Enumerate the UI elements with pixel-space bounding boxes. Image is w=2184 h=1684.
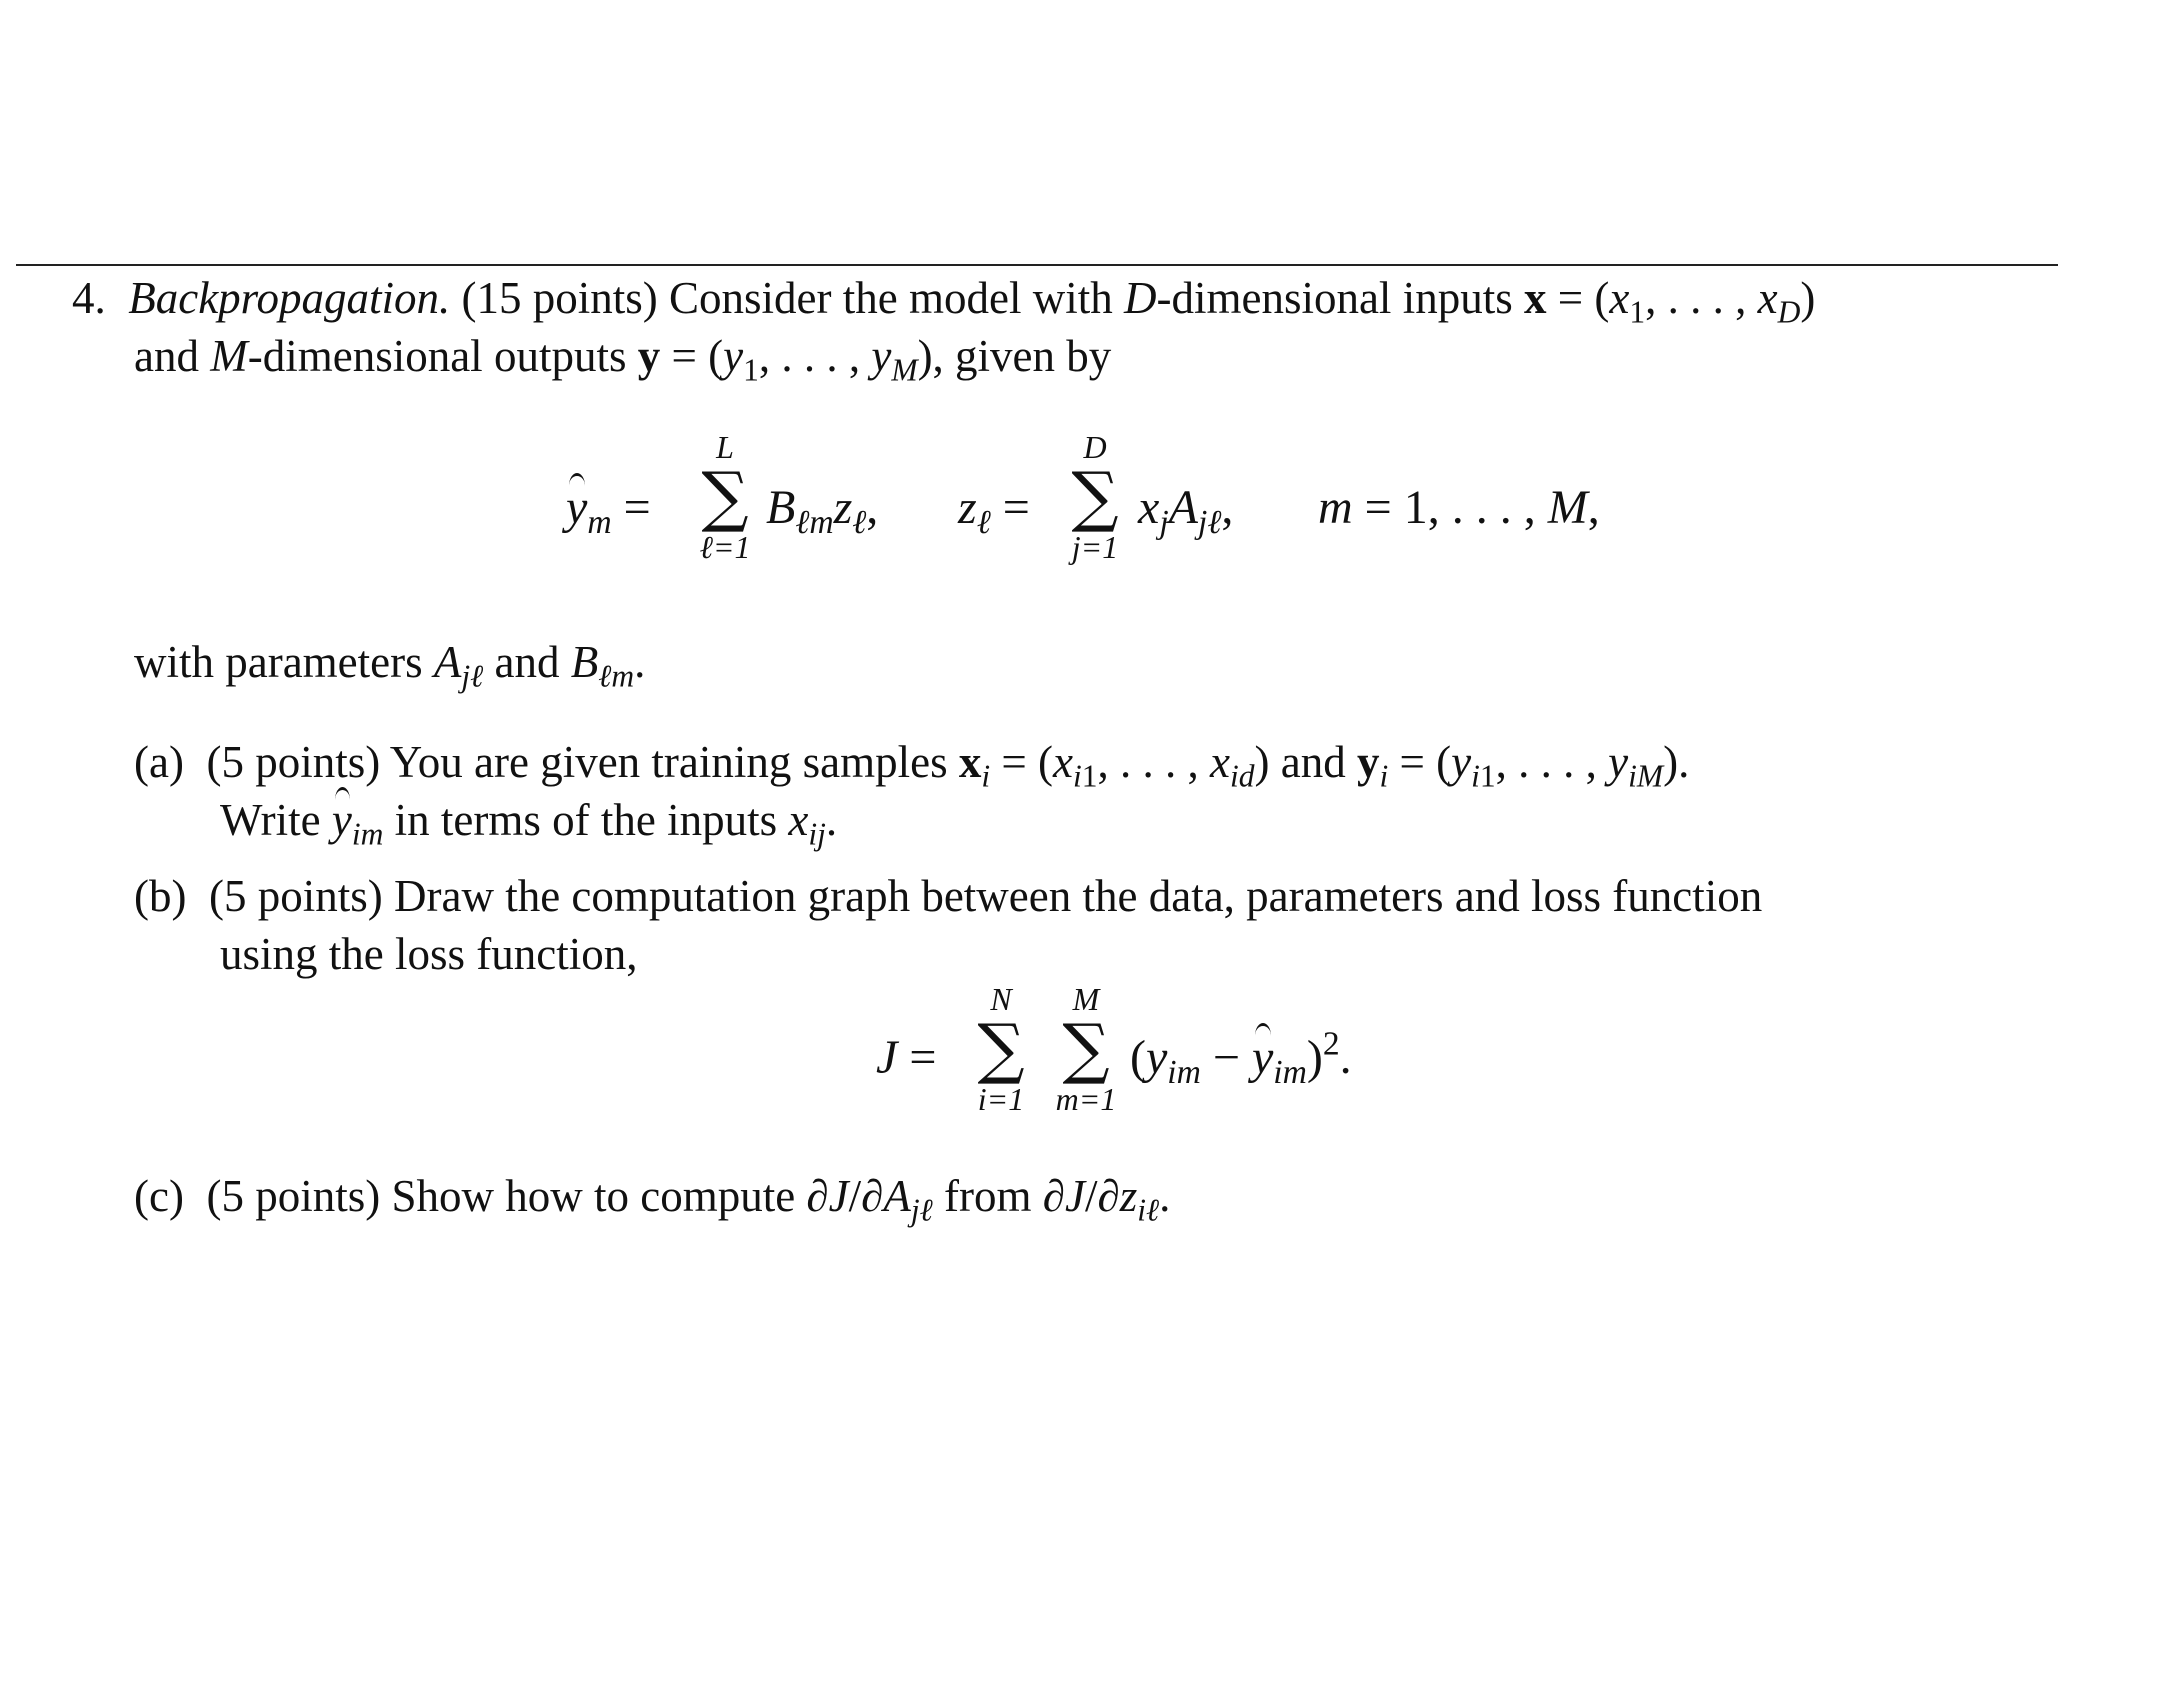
part-a-line-2: Write $y_{im}$ in terms of the inputs $x_{ij}$. <box>220 795 838 852</box>
index-range: m = 1, . . . , M, <box>1318 481 1600 534</box>
part-b-label: (b) <box>134 871 187 921</box>
params-line: with parameters $A_{j\ell}$ and $B_{\ell m}$. <box>134 637 646 694</box>
sum-upper-D: D <box>1083 429 1107 465</box>
yhat-m: $y_m$ = <box>566 481 651 542</box>
part-c-line-1: (c) (5 points) Show how to compute $\partial J/\partial A_{j\ell}$ from $\partial J/\partial z_{i\ell}$. <box>134 1171 1171 1228</box>
loss-equation <box>0 982 2184 1142</box>
problem-number: 4. <box>72 273 106 323</box>
squared-error-term: $(y_{im} - y_{im})^2$. <box>1130 1025 1352 1092</box>
sum-upper-M: M <box>1072 981 1100 1017</box>
problem-intro-line-1: 4. Backpropagation. (15 points) Consider the model with D-dimensional inputs $x = (x_1$, . . . , $x_D$) <box>72 273 1816 330</box>
problem-title: Backpropagation. <box>128 273 451 323</box>
part-c-label: (c) <box>134 1171 184 1221</box>
sigma-symbol: ∑ <box>1062 1010 1110 1087</box>
sum-over-m <box>1046 982 1126 1116</box>
sigma-symbol: ∑ <box>1071 458 1119 535</box>
sigma-symbol: ∑ <box>977 1010 1025 1087</box>
sum-lower-m1: m=1 <box>1055 1081 1117 1117</box>
part-b-line-1 <box>134 870 1762 922</box>
problem-intro-line-2: and M-dimensional outputs $y = (y_1$, . . . , $y_M$), given by <box>134 331 1112 388</box>
part-b-text-2: using the loss function, <box>220 929 638 979</box>
part-b-points: (5 points) <box>208 871 383 921</box>
sum-lower-i1: i=1 <box>977 1081 1025 1117</box>
part-b-text-1: Draw the computation graph between the data, parameters and loss function <box>393 871 1763 921</box>
J-lhs: J = <box>876 1031 937 1084</box>
part-a-line-1: (a) (5 points) You are given training samples $x_i = (x_{i1}$, . . . , $x_{id}$) and $y_i = (y_{i1}$, . . . , $y_{iM}$). <box>134 737 1690 794</box>
part-a-points: (5 points) <box>206 737 381 787</box>
sum-over-l <box>690 430 760 564</box>
part-c-points: (5 points) <box>206 1171 381 1221</box>
term-B-z: $B_{\ell m}z_\ell$, <box>766 481 879 542</box>
part-b-line-2 <box>220 928 637 980</box>
sum-upper-N: N <box>990 981 1012 1017</box>
problem-points: (15 points) <box>461 273 658 323</box>
sigma-symbol: ∑ <box>701 458 749 535</box>
sum-over-j <box>1060 430 1130 564</box>
top-horizontal-rule <box>16 264 2058 266</box>
sum-lower-l1: ℓ=1 <box>699 529 751 565</box>
main-equation <box>0 430 2184 600</box>
sum-lower-j1: j=1 <box>1071 529 1119 565</box>
z-l: $z_\ell$ = <box>958 481 1030 542</box>
term-x-A: $x_jA_{j\ell}$, <box>1138 481 1234 542</box>
part-a-label: (a) <box>134 737 184 787</box>
sum-over-i <box>966 982 1036 1116</box>
sum-upper-L: L <box>716 429 734 465</box>
